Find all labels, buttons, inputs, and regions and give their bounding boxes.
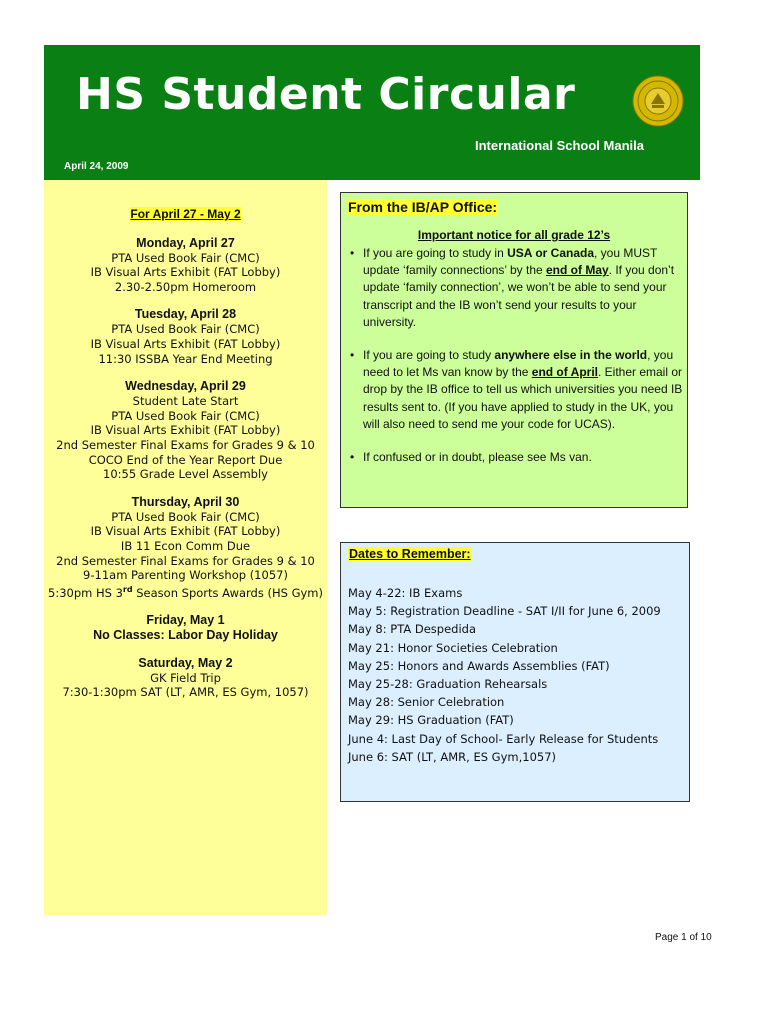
date-item: June 4: Last Day of School- Early Release for Students	[348, 731, 659, 746]
date-item: June 6: SAT (LT, AMR, ES Gym,1057)	[348, 749, 556, 764]
day-tuesday	[44, 307, 327, 366]
circular-date: April 24, 2009	[64, 161, 129, 172]
day-title: Saturday, May 2	[138, 655, 233, 670]
date-item: May 29: HS Graduation (FAT)	[348, 713, 514, 728]
event-item: 7:30-1:30pm SAT (LT, AMR, ES Gym, 1057)	[62, 685, 309, 700]
dates-to-remember	[340, 542, 690, 802]
day-monday	[44, 236, 327, 295]
date-item: May 5: Registration Deadline - SAT I/II for June 6, 2009	[348, 604, 661, 619]
week-heading: For April 27 - May 2	[130, 207, 241, 221]
page-title: HS Student Circular	[76, 69, 576, 120]
event-item: 2nd Semester Final Exams for Grades 9 & 10	[56, 553, 315, 568]
bullet-item: • If confused or in doubt, please see Ms van.	[353, 449, 683, 466]
event-item: PTA Used Book Fair (CMC)	[111, 250, 260, 265]
day-saturday	[44, 656, 327, 700]
event-item: 9-11am Parenting Workshop (1057)	[83, 568, 288, 583]
bullet-icon: •	[350, 246, 355, 260]
day-title: Wednesday, April 29	[125, 379, 246, 394]
event-item: IB Visual Arts Exhibit (FAT Lobby)	[90, 336, 281, 351]
ib-heading: From the IB/AP Office:	[348, 199, 498, 215]
day-title: Monday, April 27	[136, 235, 235, 250]
page-number: Page 1 of 10	[655, 932, 712, 943]
event-item: 2nd Semester Final Exams for Grades 9 & 10	[56, 437, 315, 452]
event-item: IB Visual Arts Exhibit (FAT Lobby)	[90, 524, 281, 539]
event-item: 11:30 ISSBA Year End Meeting	[98, 351, 273, 366]
date-item: May 25-28: Graduation Rehearsals	[348, 677, 548, 692]
event-item: IB Visual Arts Exhibit (FAT Lobby)	[90, 265, 281, 280]
day-title: Thursday, April 30	[131, 494, 240, 509]
bullet-item: • If you are going to study anywhere else in the world, you need to let Ms van know by the end of April. Either email or drop by the IB office to tell us which universities you need IB results sent to. (If you have applied to study in the UK, you will also need to send me your code for UCAS).	[350, 348, 683, 431]
day-friday	[44, 613, 327, 643]
event-item: 2.30-2.50pm Homeroom	[114, 279, 257, 294]
bullet-icon: •	[350, 450, 355, 465]
event-item: COCO End of the Year Report Due	[88, 452, 283, 467]
date-item: May 25: Honors and Awards Assemblies (FAT)	[348, 658, 610, 673]
bullet-item: • If you are going to study in USA or Canada, you MUST update ‘family connections’ by the end of May. If you don’t update ‘family connection’, we won’t be able to send your transcript and the IB won’t send your results to your university.	[350, 246, 675, 329]
ib-office-notice	[340, 192, 688, 508]
bullet-icon: •	[350, 348, 355, 363]
holiday-note: No Classes: Labor Day Holiday	[93, 628, 278, 643]
header-banner	[44, 45, 700, 180]
event-item: IB Visual Arts Exhibit (FAT Lobby)	[90, 423, 281, 438]
event-item: PTA Used Book Fair (CMC)	[111, 408, 260, 423]
event-item: Student Late Start	[132, 394, 239, 409]
event-item: PTA Used Book Fair (CMC)	[111, 509, 260, 524]
day-thursday	[44, 495, 327, 600]
event-item: GK Field Trip	[150, 670, 221, 685]
day-title: Friday, May 1	[146, 613, 225, 628]
date-item: May 21: Honor Societies Celebration	[348, 640, 558, 655]
date-item: May 28: Senior Celebration	[348, 695, 505, 710]
school-name: International School Manila	[474, 138, 644, 153]
event-item: IB 11 Econ Comm Due	[120, 538, 251, 553]
day-wednesday	[44, 379, 327, 482]
weekly-calendar	[44, 180, 327, 915]
date-item: May 8: PTA Despedida	[348, 622, 477, 637]
day-title: Tuesday, April 28	[134, 307, 237, 322]
ib-notice-title: Important notice for all grade 12’s	[417, 228, 611, 242]
dates-heading: Dates to Remember:	[349, 547, 471, 561]
school-seal-icon	[632, 75, 684, 127]
dates-list	[348, 584, 686, 766]
event-item-awards: 5:30pm HS 3rd Season Sports Awards (HS Gym)	[48, 584, 323, 600]
event-item: PTA Used Book Fair (CMC)	[111, 322, 260, 337]
event-item: 10:55 Grade Level Assembly	[103, 467, 268, 482]
date-item: May 4-22: IB Exams	[348, 586, 463, 600]
ib-bullets	[350, 245, 683, 482]
